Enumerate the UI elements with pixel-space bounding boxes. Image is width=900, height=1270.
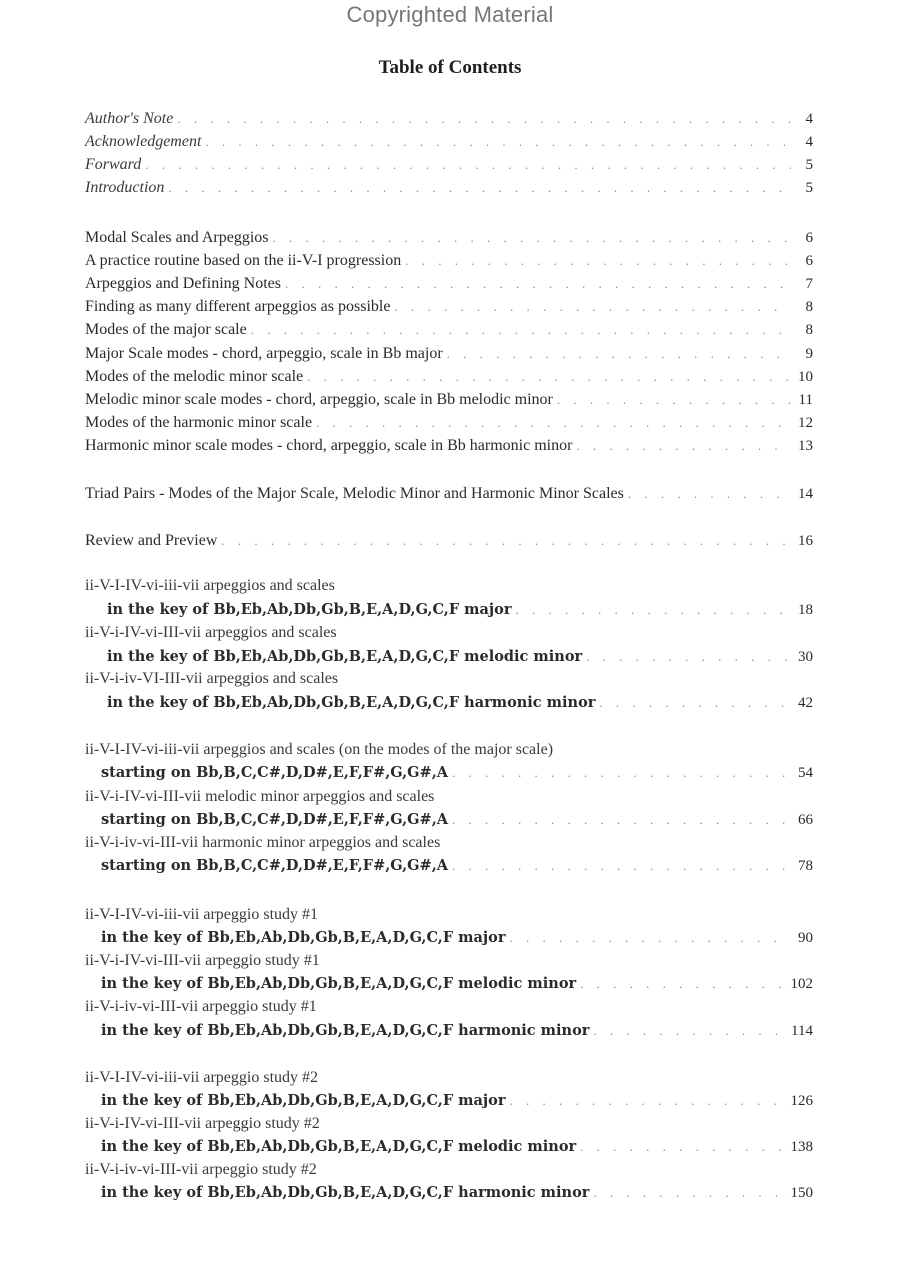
toc-entry[interactable]: Modes of the major scale . . . 8 — [85, 320, 813, 340]
toc-entry[interactable]: in the key of Bb,Eb,Ab,Db,Gb,B,E,A,D,G,C,F major . . . 18 — [85, 600, 813, 620]
toc-entry[interactable]: Modes of the harmonic minor scale . . . 12 — [85, 413, 813, 433]
toc-heading: ii-V-i-iv-vi-III-vii arpeggio study #2 — [85, 1161, 317, 1178]
toc-entry[interactable]: Triad Pairs - Modes of the Major Scale, Melodic Minor and Harmonic Minor Scales . . . 14 — [85, 484, 813, 504]
toc-entry[interactable]: in the key of Bb,Eb,Ab,Db,Gb,B,E,A,D,G,C,F melodic minor . . . 102 — [85, 974, 813, 994]
toc-entry[interactable]: starting on Bb,B,C,C#,D,D#,E,F,F#,G,G#,A . . . 78 — [85, 856, 813, 876]
toc-entry[interactable]: Author's Note . . . 4 — [85, 109, 813, 129]
toc-entry[interactable]: Forward . . . 5 — [85, 155, 813, 175]
toc-heading: ii-V-i-iv-VI-III-vii arpeggios and scales — [85, 670, 339, 687]
toc-entry[interactable]: Finding as many different arpeggios as possible . . . 8 — [85, 297, 813, 317]
toc-heading: ii-V-i-iv-vi-III-vii arpeggio study #1 — [85, 998, 317, 1015]
toc-entry[interactable]: in the key of Bb,Eb,Ab,Db,Gb,B,E,A,D,G,C,F melodic minor . . . 138 — [85, 1137, 813, 1157]
toc-entry[interactable]: in the key of Bb,Eb,Ab,Db,Gb,B,E,A,D,G,C,F harmonic minor . . . 42 — [85, 693, 813, 713]
toc-heading: ii-V-i-IV-vi-III-vii arpeggios and scales — [85, 624, 337, 641]
toc-heading: ii-V-i-IV-vi-III-vii arpeggio study #1 — [85, 952, 320, 969]
page-title: Table of Contents — [378, 57, 522, 78]
toc-entry[interactable]: Modal Scales and Arpeggios . . . 6 — [85, 228, 813, 248]
toc-entry[interactable]: starting on Bb,B,C,C#,D,D#,E,F,F#,G,G#,A . . . 54 — [85, 763, 813, 783]
toc-heading: ii-V-I-IV-vi-iii-vii arpeggio study #1 — [85, 906, 319, 923]
toc-entry[interactable]: Melodic minor scale modes - chord, arpeggio, scale in Bb melodic minor . . . 11 — [85, 390, 813, 410]
toc-heading: ii-V-I-IV-vi-iii-vii arpeggio study #2 — [85, 1069, 319, 1086]
toc-entry[interactable]: in the key of Bb,Eb,Ab,Db,Gb,B,E,A,D,G,C,F melodic minor . . . 30 — [85, 647, 813, 667]
toc-heading: ii-V-i-IV-vi-III-vii arpeggio study #2 — [85, 1115, 320, 1132]
toc-entry[interactable]: Arpeggios and Defining Notes . . . 7 — [85, 274, 813, 294]
toc-entry[interactable]: in the key of Bb,Eb,Ab,Db,Gb,B,E,A,D,G,C,F major . . . 90 — [85, 928, 813, 948]
toc-heading: ii-V-I-IV-vi-iii-vii arpeggios and scales — [85, 577, 335, 594]
toc-entry[interactable]: Introduction . . . 5 — [85, 178, 813, 198]
toc-entry[interactable]: Harmonic minor scale modes - chord, arpeggio, scale in Bb harmonic minor . . . 13 — [85, 436, 813, 456]
toc-entry[interactable]: in the key of Bb,Eb,Ab,Db,Gb,B,E,A,D,G,C,F major . . . 126 — [85, 1091, 813, 1111]
toc-entry[interactable]: in the key of Bb,Eb,Ab,Db,Gb,B,E,A,D,G,C,F harmonic minor . . . 114 — [85, 1021, 813, 1041]
toc-entry[interactable]: Modes of the melodic minor scale . . . 10 — [85, 367, 813, 387]
toc-entry[interactable]: in the key of Bb,Eb,Ab,Db,Gb,B,E,A,D,G,C,F harmonic minor . . . 150 — [85, 1183, 813, 1203]
toc-entry[interactable]: starting on Bb,B,C,C#,D,D#,E,F,F#,G,G#,A . . . 66 — [85, 810, 813, 830]
toc-entry[interactable]: Major Scale modes - chord, arpeggio, scale in Bb major . . . 9 — [85, 344, 813, 364]
toc-entry[interactable]: Acknowledgement . . . 4 — [85, 132, 813, 152]
toc-heading: ii-V-i-iv-vi-III-vii harmonic minor arpeggios and scales — [85, 834, 441, 851]
toc-heading: ii-V-I-IV-vi-iii-vii arpeggios and scales (on the modes of the major scale) — [85, 741, 554, 758]
toc-entry[interactable]: Review and Preview . . . 16 — [85, 531, 813, 551]
toc-heading: ii-V-i-IV-vi-III-vii melodic minor arpeggios and scales — [85, 788, 435, 805]
toc-entry[interactable]: A practice routine based on the ii-V-I progression . . . 6 — [85, 251, 813, 271]
copyright-watermark: Copyrighted Material — [346, 2, 554, 27]
